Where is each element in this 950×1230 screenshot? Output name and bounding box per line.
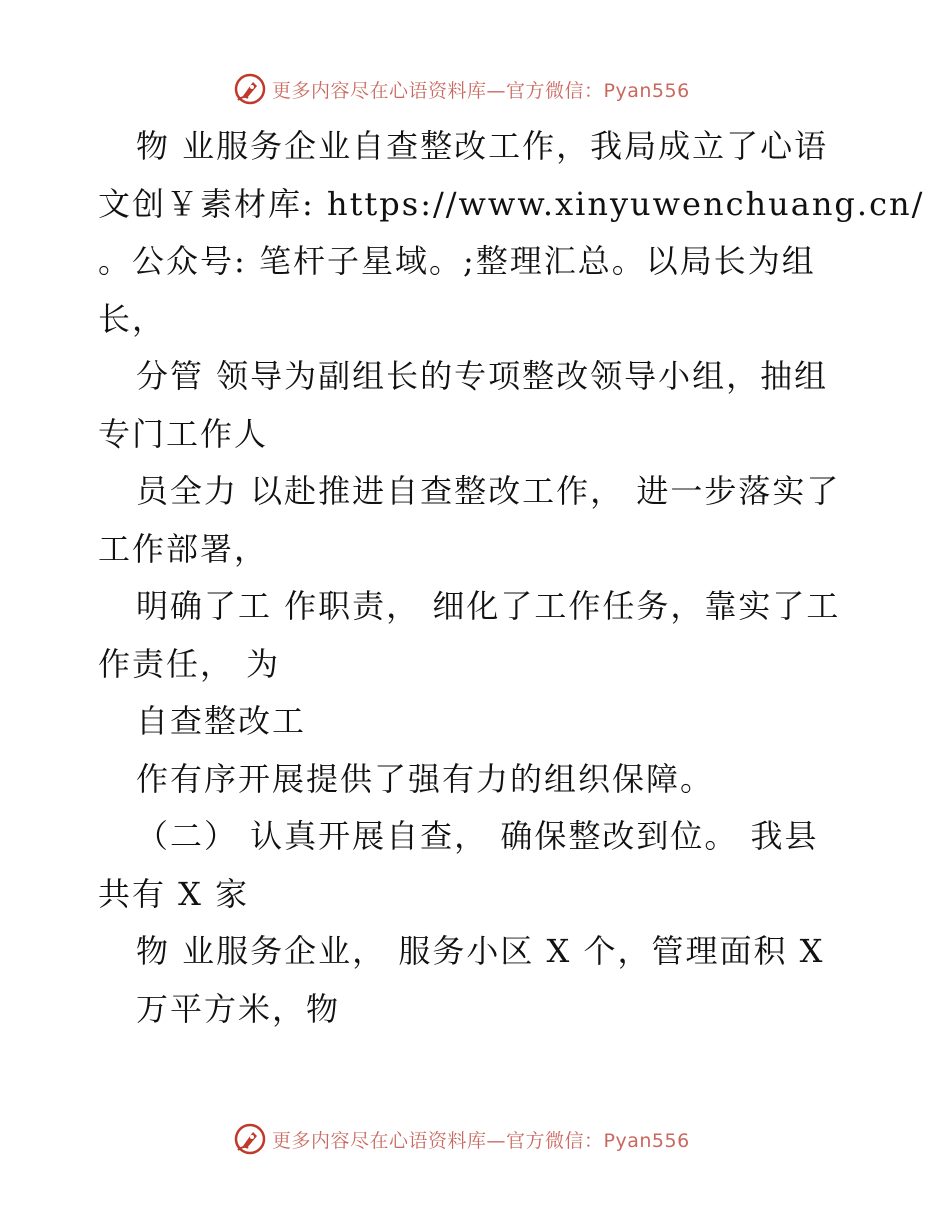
body-line: 物 业服务企业， 服务小区 X 个，管理面积 X [136,932,825,970]
header-watermark-text: 更多内容尽在心语资料库—官方微信：Pyan556 [272,79,690,102]
pen-nib-logo-icon [234,73,266,105]
body-line: 文创￥素材库: https://www.xinyuwenchuang.cn/ [98,184,925,223]
body-line: 工作部署， [98,529,269,568]
body-line: 物 业服务企业自查整改工作，我局成立了心语 [136,127,829,165]
body-line: （二） 认真开展自查， 确保整改到位。 我县 [136,817,819,855]
body-line: 自查整改工 [136,702,307,740]
pen-nib-logo-icon [234,1123,266,1155]
body-line: 作有序开展提供了强有力的组织保障。 [136,759,715,798]
body-line: 长， [98,299,167,338]
body-line: 万平方米，物 [136,989,341,1028]
document-body [98,118,925,1038]
body-line: 分管 领导为副组长的专项整改领导小组，抽组 [136,357,829,395]
footer-watermark-text: 更多内容尽在心语资料库—官方微信：Pyan556 [272,1129,690,1152]
body-line: 专门工作人 [98,414,269,453]
footer-watermark-banner [234,1122,754,1156]
header-watermark-banner [234,72,754,106]
body-line: 作责任， 为 [98,644,281,683]
body-line: 。公众号: 笔杆子星域。;整理汇总。以局长为组 [98,242,816,280]
body-line: 明确了工 作职责， 细化了工作任务，靠实了工 [136,587,841,625]
body-line: 共有 X 家 [98,874,250,913]
body-line: 员全力 以赴推进自查整改工作， 进一步落实了 [136,472,841,510]
